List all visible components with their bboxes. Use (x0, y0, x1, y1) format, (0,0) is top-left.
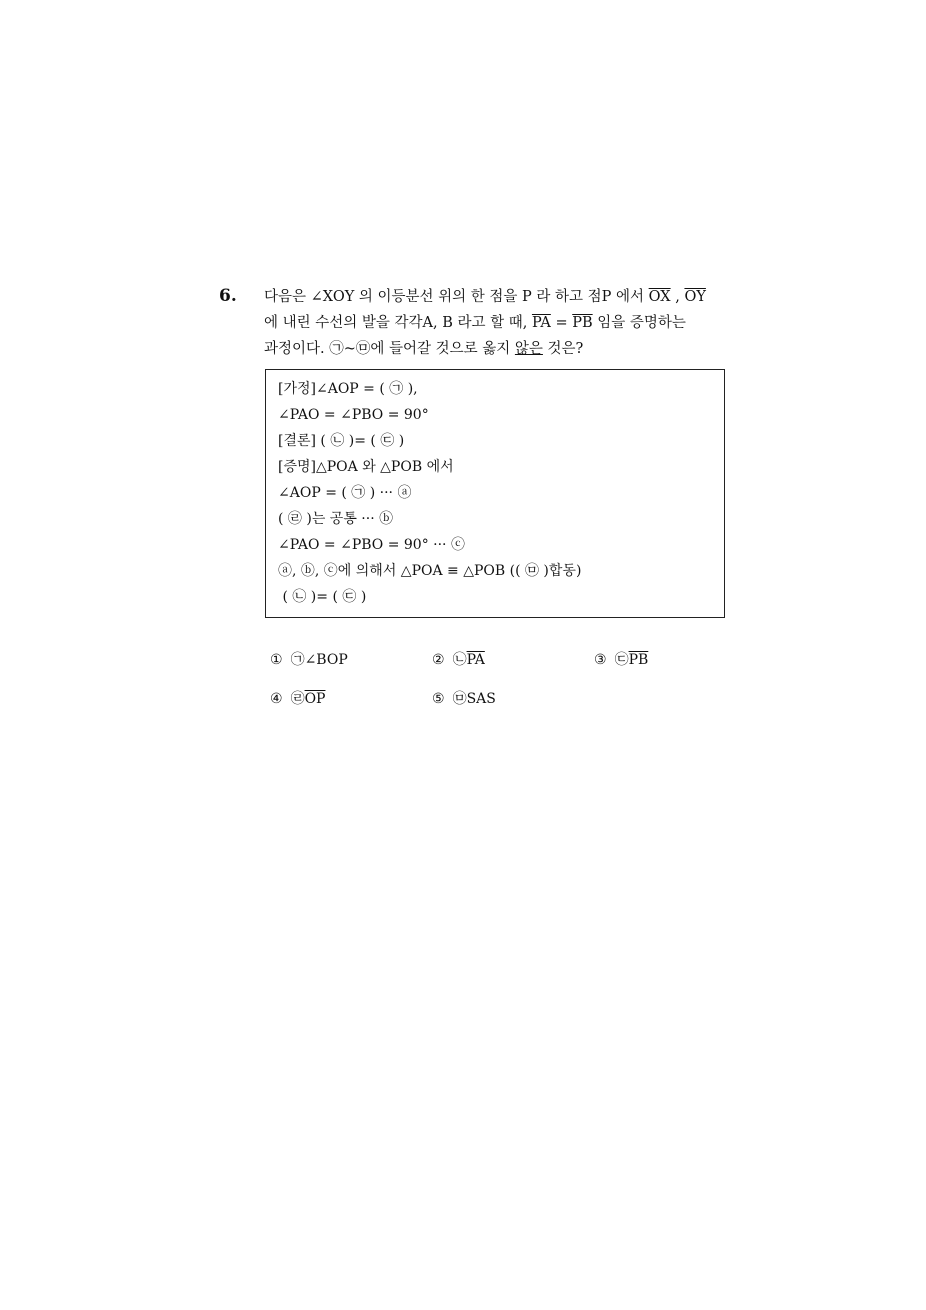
choice-value: $\overline{PA}$ (466, 652, 485, 668)
choice-label: ㉢ (614, 652, 629, 668)
choice-1[interactable] (270, 648, 348, 672)
question-line-2-text: 에 내린 수선의 발을 각각A, B 라고 할 때, (264, 315, 532, 331)
question-line-2 (264, 310, 749, 336)
choice-value: $\overline{PB}$ (628, 652, 649, 668)
segment-pa: $\overline{PA}$ (531, 315, 551, 331)
choice-mark: ② (432, 652, 445, 668)
choice-mark: ① (270, 652, 283, 668)
proof-line: [결론] ( ㉡ )= ( ㉢ ) (278, 433, 405, 449)
segment-pb: $\overline{PB}$ (572, 315, 593, 331)
question-line-1 (264, 284, 749, 310)
proof-line: ∠AOP = ( ㉠ ) ··· ⓐ (278, 485, 412, 501)
choice-value: SAS (466, 691, 496, 707)
choice-label: ㉤ (452, 691, 467, 707)
question-stem (264, 284, 749, 362)
choice-mark: ④ (270, 691, 283, 707)
underlined-word: 않은 (514, 341, 543, 357)
question-line-3-tail: 것은? (542, 341, 584, 357)
choice-value: ∠BOP (304, 652, 348, 668)
proof-box (265, 369, 725, 618)
proof-line: ( ㉡ )= ( ㉢ ) (278, 589, 367, 605)
question-line-3 (264, 336, 749, 362)
question-line-1-text: 다음은 ∠XOY 의 이등분선 위의 한 점을 P 라 하고 점P 에서 (264, 289, 649, 305)
question-line-1-separator: , (670, 289, 685, 305)
choice-label: ㉡ (452, 652, 467, 668)
choice-5[interactable] (432, 687, 496, 711)
proof-line: ⓐ, ⓑ, ⓒ에 의해서 △POA ≡ △POB (( ㉤ )합동) (278, 563, 582, 579)
proof-line: ∠PAO = ∠PBO = 90° (278, 407, 429, 423)
choice-mark: ⑤ (432, 691, 445, 707)
proof-line: ( ㉣ )는 공통 ··· ⓑ (278, 511, 394, 527)
choice-mark: ③ (594, 652, 607, 668)
choice-3[interactable] (594, 648, 648, 672)
proof-line: [가정]∠AOP = ( ㉠ ), (278, 381, 418, 397)
answer-choices (270, 648, 730, 728)
segment-oy: $\overline{OY}$ (684, 289, 706, 305)
proof-line: ∠PAO = ∠PBO = 90° ··· ⓒ (278, 537, 465, 553)
choice-2[interactable] (432, 648, 485, 672)
proof-line: [증명]△POA 와 △POB 에서 (278, 459, 454, 475)
choice-label: ㉣ (290, 691, 305, 707)
choice-value: $\overline{OP}$ (304, 691, 326, 707)
choice-label: ㉠ (290, 652, 305, 668)
segment-ox: $\overline{OX}$ (648, 289, 671, 305)
question-line-2-equals: = (550, 315, 573, 331)
choice-4[interactable] (270, 687, 325, 711)
question-line-3-text: 과정이다. ㉠~㉤에 들어갈 것으로 옳지 (264, 341, 515, 357)
question-line-2-tail: 임을 증명하는 (592, 315, 686, 331)
question-number: 6. (219, 286, 237, 306)
